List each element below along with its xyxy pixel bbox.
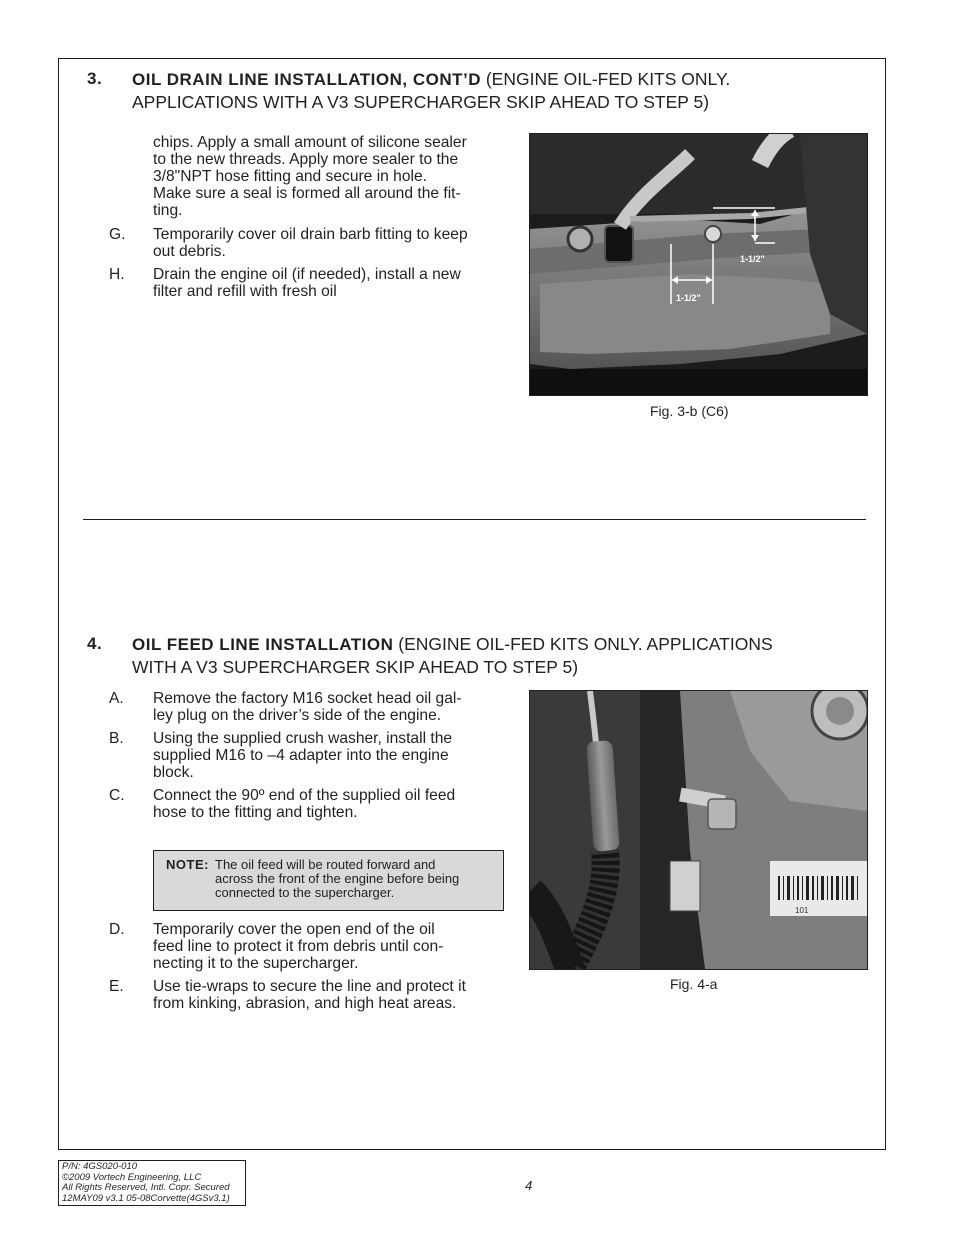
text-line: Remove the factory M16 socket head oil gal- <box>153 690 462 707</box>
text-line: ting. <box>153 202 183 219</box>
step3-number: 3. <box>87 69 103 88</box>
text-line: Drain the engine oil (if needed), install a new <box>153 266 461 283</box>
item-text <box>153 921 443 972</box>
step4-item-b <box>109 730 519 784</box>
note-box <box>153 850 504 911</box>
step3-title: OIL DRAIN LINE INSTALLATION, CONT’D <box>132 70 481 89</box>
step3-subtitle-line2: APPLICATIONS WITH A V3 SUPERCHARGER SKIP AHEAD TO STEP 5) <box>132 92 710 112</box>
step4-item-e <box>109 978 519 1014</box>
step4-heading <box>87 633 877 678</box>
text-line: 3/8"NPT hose fitting and secure in hole. <box>153 168 427 185</box>
text-line: hose to the fitting and tighten. <box>153 804 358 821</box>
engine-block-fitting-image <box>530 691 867 969</box>
figure-3b-photo <box>529 133 868 396</box>
text-line: Use tie-wraps to secure the line and protect it <box>153 978 466 995</box>
text-line: Make sure a seal is formed all around the fit- <box>153 185 461 202</box>
text-line: necting it to the supercharger. <box>153 955 359 972</box>
item-text <box>153 266 461 300</box>
item-text <box>153 226 468 260</box>
text-line: ley plug on the driver’s side of the engine. <box>153 707 442 724</box>
item-letter: E. <box>109 978 124 995</box>
item-letter: G. <box>109 226 126 243</box>
page-number: 4 <box>525 1178 533 1193</box>
text-line: from kinking, abrasion, and high heat areas. <box>153 995 457 1012</box>
text-line: Temporarily cover the open end of the oil <box>153 921 435 938</box>
step3-item-g <box>109 226 519 262</box>
dimension-label-vertical: 1-1/2" <box>740 254 765 264</box>
item-letter: A. <box>109 690 124 707</box>
figure-4a-caption: Fig. 4-a <box>670 976 718 992</box>
footer-part-number: P/N: 4GS020-010 <box>62 1161 137 1172</box>
figure-3b-caption: Fig. 3-b (C6) <box>650 403 729 419</box>
text-line: Using the supplied crush washer, install the <box>153 730 453 747</box>
footer-copyright: ©2009 Vortech Engineering, LLC <box>62 1171 202 1183</box>
step4-number: 4. <box>87 634 103 653</box>
text-line: block. <box>153 764 194 781</box>
text-line: Temporarily cover oil drain barb fitting to keep <box>153 226 468 243</box>
step3-item-h <box>109 266 519 302</box>
text-line: out debris. <box>153 243 226 260</box>
item-letter: B. <box>109 730 124 747</box>
step4-item-c <box>109 787 519 823</box>
step4-subtitle-line2: WITH A V3 SUPERCHARGER SKIP AHEAD TO STEP 5) <box>132 657 579 677</box>
text-line: feed line to protect it from debris until con- <box>153 938 444 955</box>
text-line: Connect the 90º end of the supplied oil feed <box>153 787 456 804</box>
text-line: The oil feed will be routed forward and <box>215 857 436 872</box>
step4-subtitle-line1: (ENGINE OIL-FED KITS ONLY. APPLICATIONS <box>393 634 773 654</box>
barcode <box>778 876 858 900</box>
item-letter: H. <box>109 266 125 283</box>
item-letter: D. <box>109 921 125 938</box>
step4-title: OIL FEED LINE INSTALLATION <box>132 635 394 654</box>
text-line: supplied M16 to –4 adapter into the engine <box>153 747 449 764</box>
text-line: across the front of the engine before being <box>215 871 460 886</box>
figure-4a-photo <box>529 690 868 970</box>
step4-item-a <box>109 690 519 726</box>
step3-heading <box>87 68 867 113</box>
barcode-text: 101 <box>795 906 809 915</box>
step3-subtitle-line1: (ENGINE OIL-FED KITS ONLY. <box>480 69 731 89</box>
note-text <box>215 858 495 900</box>
item-text <box>153 730 452 781</box>
step4-item-d <box>109 921 519 975</box>
text-line: to the new threads. Apply more sealer to the <box>153 151 459 168</box>
item-text <box>153 787 455 821</box>
text-line: chips. Apply a small amount of silicone sealer <box>153 134 467 151</box>
note-label: NOTE: <box>166 857 209 872</box>
engine-oil-pan-image <box>530 134 867 395</box>
dimension-label-horizontal: 1-1/2" <box>676 293 701 303</box>
item-text <box>153 690 462 724</box>
step3-continued-text <box>153 134 513 219</box>
item-text <box>153 978 466 1012</box>
section-divider <box>83 519 866 520</box>
item-letter: C. <box>109 787 125 804</box>
footer-version: 12MAY09 v3.1 05-08Corvette(4GSv3.1) <box>62 1192 230 1204</box>
text-line: connected to the supercharger. <box>215 885 395 900</box>
text-line: filter and refill with fresh oil <box>153 283 337 300</box>
footer-rights: All Rights Reserved, Intl. Copr. Secured <box>62 1182 230 1193</box>
footer-info-box <box>58 1160 246 1206</box>
